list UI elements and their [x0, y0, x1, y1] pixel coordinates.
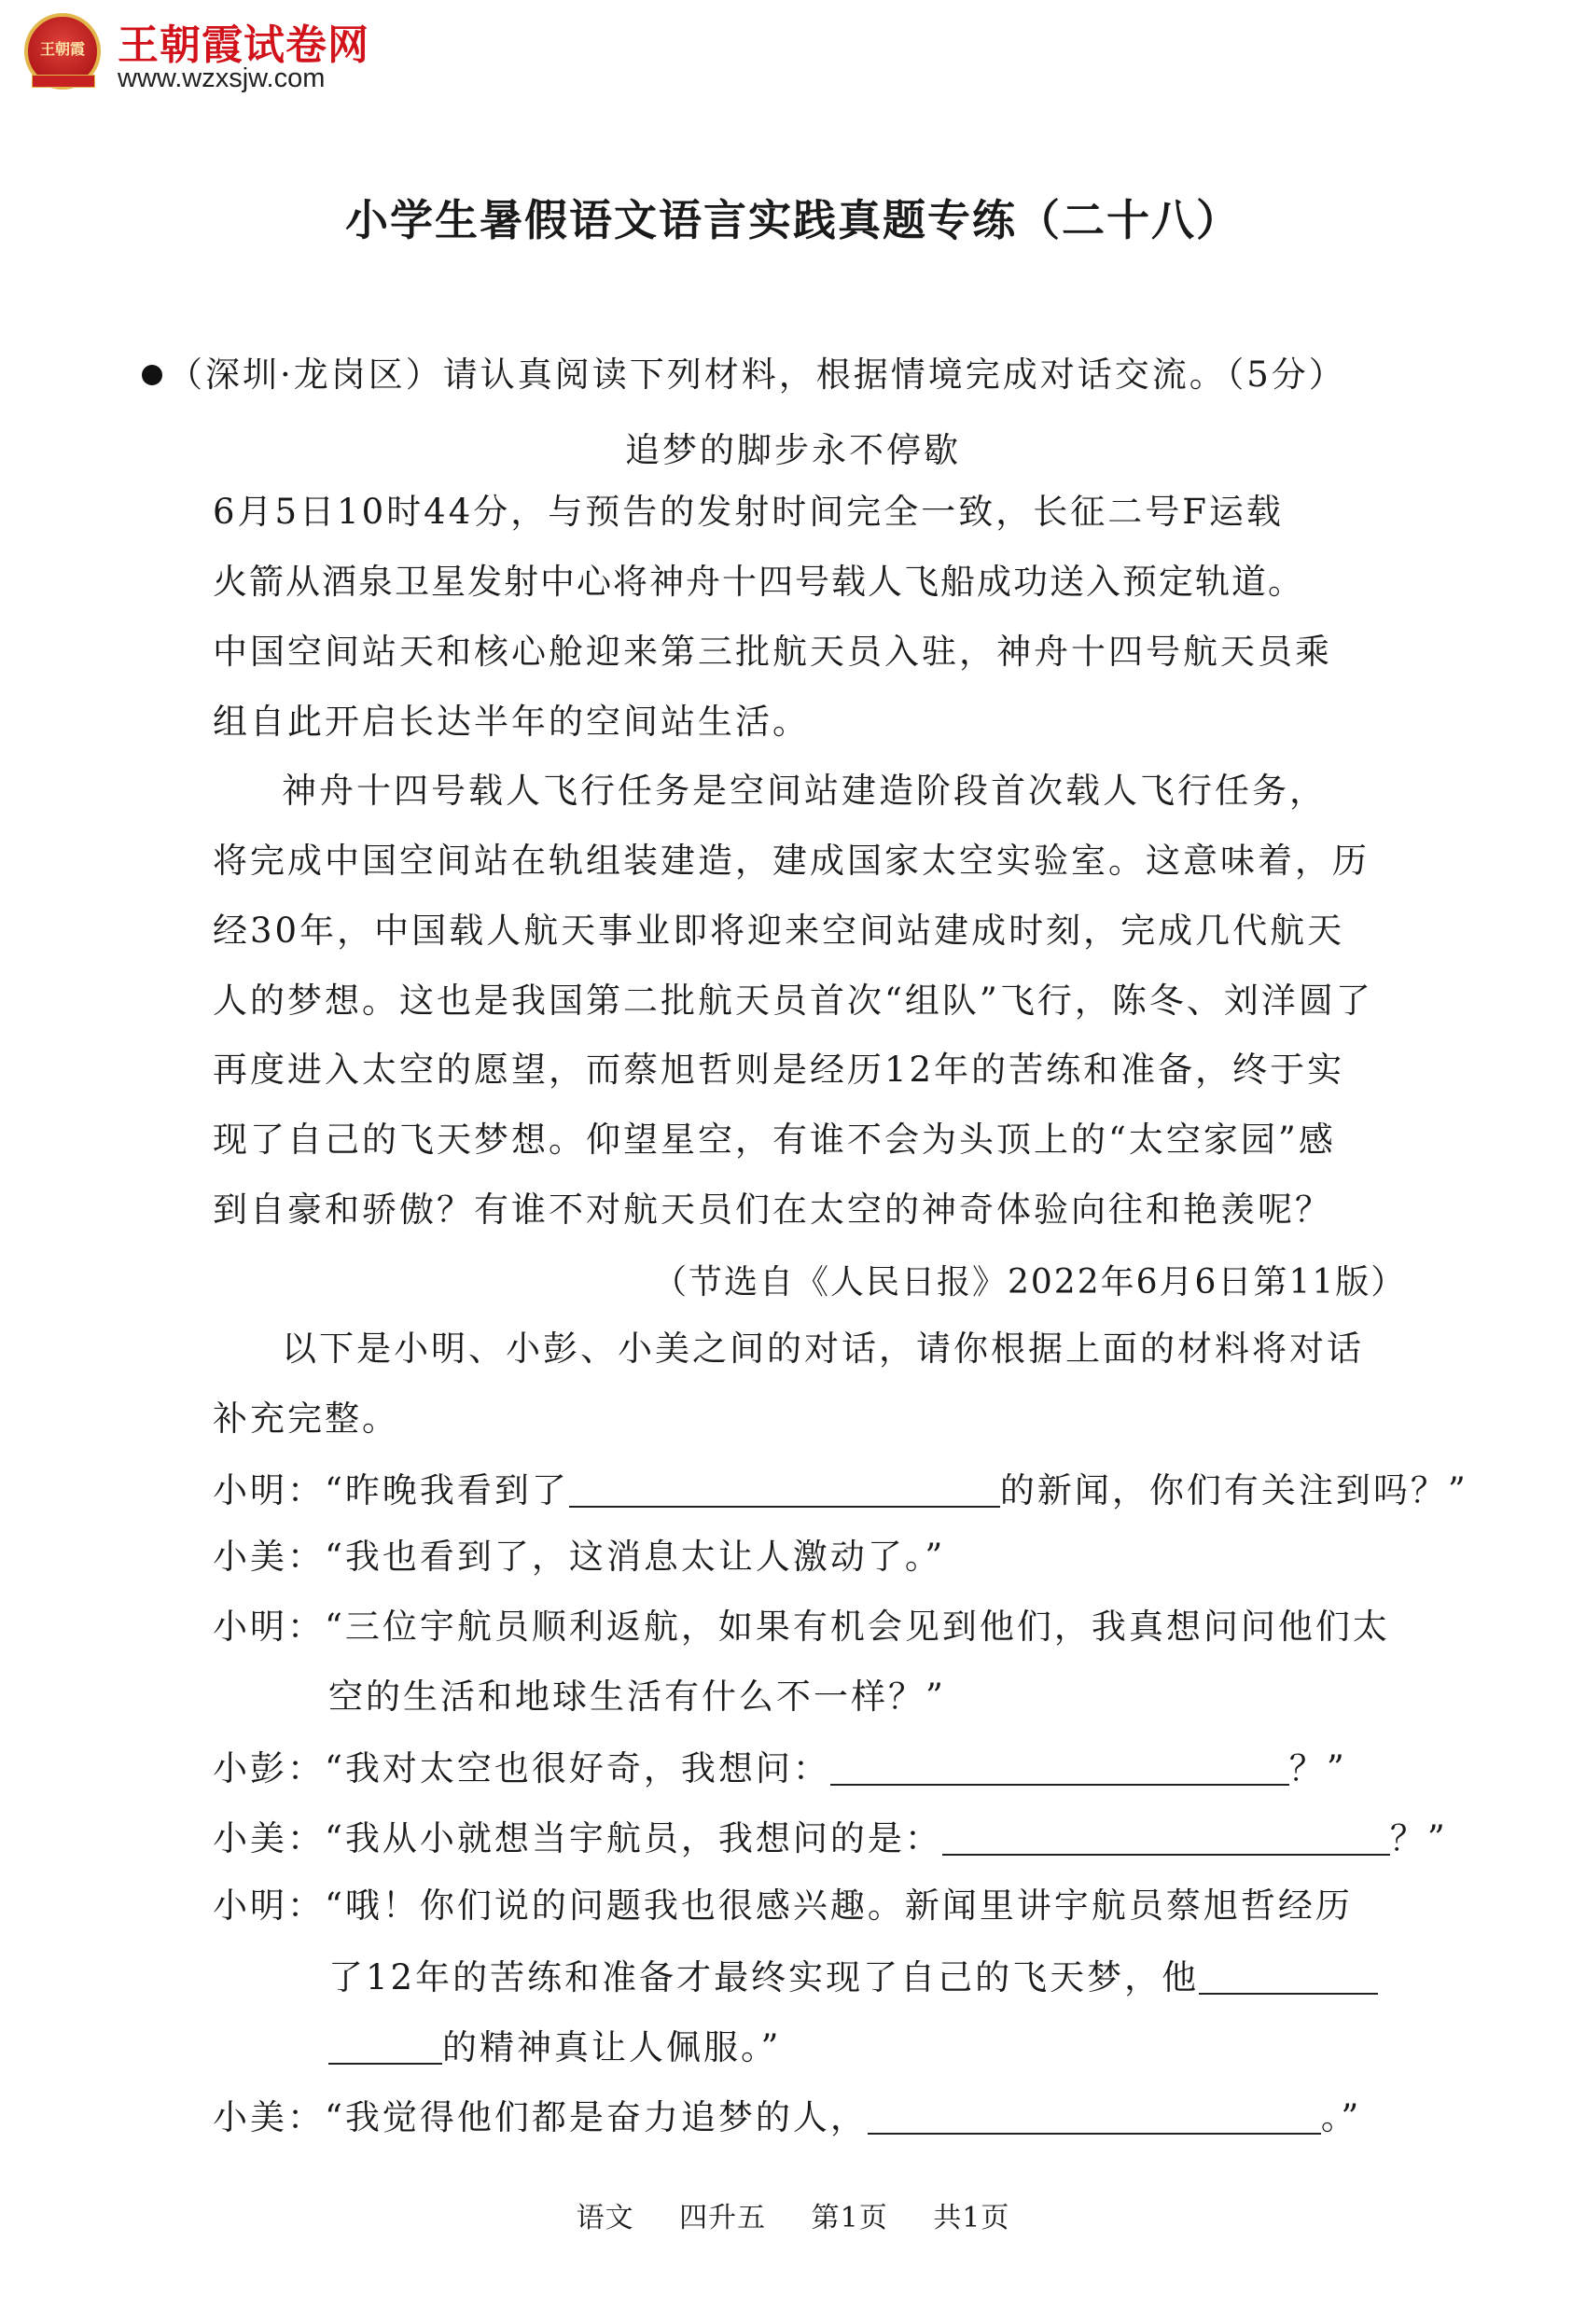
dialogue-text: ？”	[1288, 1748, 1347, 1788]
question-head-text: （深圳·龙岗区）请认真阅读下列材料，根据情境完成对话交流。（5分）	[168, 355, 1346, 395]
answer-blank-4a[interactable]	[1199, 1957, 1378, 1995]
dialogue-line-1	[213, 1465, 1468, 1514]
answer-blank-5[interactable]	[868, 2097, 1321, 2135]
logo-url: www.wzxsjw.com	[118, 63, 326, 93]
dialogue-text: 的新闻，你们有关注到吗？”	[999, 1470, 1468, 1510]
dialogue-line-6	[213, 1813, 1448, 1862]
instruction-line-1: 以下是小明、小彭、小美之间的对话，请你根据上面的材料将对话	[282, 1329, 1364, 1369]
bullet-icon	[142, 365, 162, 385]
article-line: 将完成中国空间站在轨组装建造，建成国家太空实验室。这意味着，历	[213, 841, 1370, 881]
answer-blank-1[interactable]	[569, 1470, 1000, 1508]
footer-subject: 语文	[576, 2202, 634, 2234]
logo-badge-text: 王朝霞	[39, 40, 85, 58]
dialogue-line-7: 小明：“哦！你们说的问题我也很感兴趣。新闻里讲宇航员蔡旭哲经历	[213, 1886, 1353, 1926]
dialogue-text: 小彭：“我对太空也很好奇，我想问：	[213, 1748, 830, 1788]
dialogue-text: 小美：“我从小就想当宇航员，我想问的是：	[213, 1818, 942, 1858]
page-title: 小学生暑假语文语言实践真题专练（二十八）	[345, 195, 1241, 245]
article-line: 再度进入太空的愿望，而蔡旭哲则是经历12年的苦练和准备，终于实	[213, 1050, 1345, 1090]
dialogue-line-3: 小明：“三位宇航员顺利返航，如果有机会见到他们，我真想问问他们太	[213, 1607, 1390, 1647]
dialogue-line-2: 小美：“我也看到了，这消息太让人激动了。”	[213, 1537, 946, 1577]
answer-blank-4b[interactable]	[328, 2027, 442, 2065]
site-logo	[24, 7, 397, 101]
logo-ribbon	[32, 75, 95, 88]
article-line: 经30年，中国载人航天事业即将迎来空间站建成时刻，完成几代航天	[213, 911, 1345, 951]
article-line: 6月5日10时44分，与预告的发射时间完全一致，长征二号F运载	[213, 492, 1284, 532]
answer-blank-2[interactable]	[830, 1748, 1289, 1786]
dialogue-text: 。”	[1320, 2097, 1362, 2137]
article-line: 到自豪和骄傲？有谁不对航天员们在太空的神奇体验向往和艳羡呢？	[213, 1190, 1332, 1230]
dialogue-text: 小明：“昨晚我看到了	[213, 1470, 569, 1510]
logo-badge	[24, 13, 101, 90]
article-line: 中国空间站天和核心舱迎来第三批航天员入驻，神舟十四号航天员乘	[213, 632, 1332, 672]
dialogue-text: ？”	[1389, 1818, 1448, 1858]
dialogue-line-8	[328, 1952, 1378, 2001]
article-line: 人的梦想。这也是我国第二批航天员首次“组队”飞行，陈冬、刘洋圆了	[213, 981, 1373, 1021]
dialogue-text: 的精神真让人佩服。”	[442, 2027, 782, 2067]
footer-page: 第1页	[811, 2202, 888, 2234]
dialogue-text: 了12年的苦练和准备才最终实现了自己的飞天梦，他	[328, 1957, 1200, 1997]
footer-grade: 四升五	[679, 2202, 767, 2234]
logo-title: 王朝霞试卷网	[118, 21, 369, 69]
footer-total: 共1页	[933, 2202, 1010, 2234]
dialogue-text: 小美：“我觉得他们都是奋力追梦的人，	[213, 2097, 868, 2137]
article-line: 现了自己的飞天梦想。仰望星空，有谁不会为头顶上的“太空家园”感	[213, 1120, 1336, 1160]
article-line: 火箭从酒泉卫星发射中心将神舟十四号载人飞船成功送入预定轨道。	[213, 562, 1304, 602]
dialogue-line-5	[213, 1743, 1347, 1792]
dialogue-line-4: 空的生活和地球生活有什么不一样？”	[328, 1677, 946, 1717]
dialogue-line-9	[328, 2022, 781, 2071]
article-line: 神舟十四号载人飞行任务是空间站建造阶段首次载人飞行任务，	[282, 771, 1327, 811]
dialogue-line-10	[213, 2092, 1361, 2141]
article-source: （节选自《人民日报》2022年6月6日第11版）	[653, 1263, 1407, 1301]
article-line: 组自此开启长达半年的空间站生活。	[213, 702, 810, 742]
article-title: 追梦的脚步永不停歇	[625, 430, 961, 470]
question-head	[142, 352, 1346, 398]
instruction-line-2: 补充完整。	[213, 1399, 399, 1439]
answer-blank-3[interactable]	[942, 1818, 1390, 1856]
page-footer	[0, 2194, 1586, 2235]
